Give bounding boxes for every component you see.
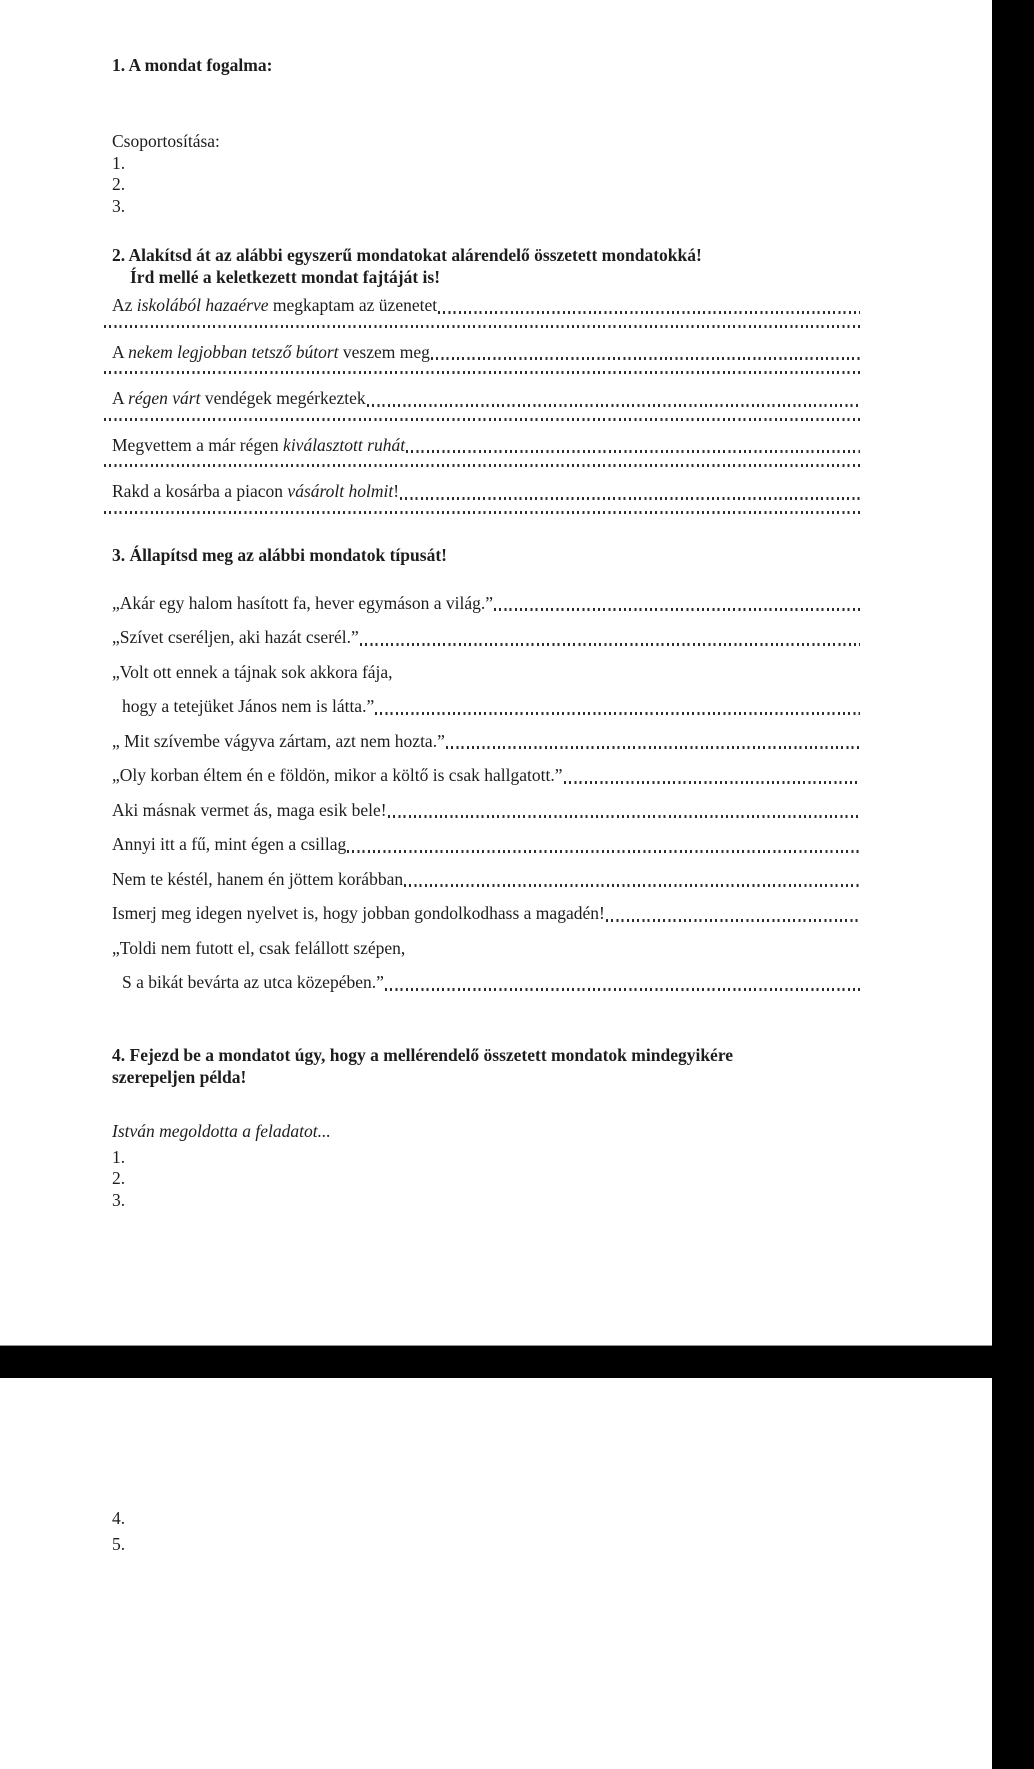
quote-line: „Akár egy halom hasított fa, hever egymáson a világ.”: [104, 593, 860, 615]
task-sentence-text: Rakd a kosárba a piacon vásárolt holmit!: [112, 481, 400, 501]
numbered-blank-4: 4.: [112, 1508, 126, 1528]
task-sentence-text: Az iskolából hazaérve megkaptam az üzenetet: [112, 295, 438, 315]
dotted-leader: [431, 357, 860, 360]
page-divider-band: [0, 1345, 1034, 1378]
dotted-leader: [404, 884, 860, 887]
dotted-leader: [406, 450, 860, 453]
grouping-label: Csoportosítása:: [112, 131, 220, 151]
quote-line-continued: hogy a tetejüket János nem is látta.”: [104, 696, 860, 718]
dotted-leader: [385, 988, 860, 991]
section-3: [104, 545, 860, 994]
section-2: [104, 245, 860, 514]
task-sentence: [104, 388, 860, 410]
dotted-leader: [347, 850, 860, 853]
worksheet-page-2-items: [104, 1506, 125, 1557]
numbered-blank-3: 3.: [112, 1189, 126, 1210]
dotted-leader: [360, 643, 860, 646]
section-1-grouping: [104, 131, 860, 217]
answer-dotted-line: [104, 464, 860, 467]
dotted-leader: [367, 404, 860, 407]
scan-edge-black-strip: [992, 0, 1034, 1769]
section-2-heading-line2: Írd mellé a keletkezett mondat fajtáját is!: [130, 266, 441, 287]
numbered-blank-1: 1.: [112, 152, 126, 173]
dotted-leader: [388, 815, 860, 818]
quote-line: Nem te késtél, hanem én jöttem korábban: [104, 869, 860, 891]
numbered-blank-5: 5.: [112, 1533, 126, 1554]
section-4-heading-line1: 4. Fejezd be a mondatot úgy, hogy a mellérendelő összetett mondatok mindegyikére: [112, 1045, 734, 1065]
quote-line: Ismerj meg idegen nyelvet is, hogy jobban gondolkodhass a magadén!: [104, 903, 860, 925]
section-4: [104, 1045, 860, 1211]
numbered-blank-3: 3.: [112, 195, 126, 216]
dotted-leader: [446, 746, 860, 749]
section-3-heading: 3. Állapítsd meg az alábbi mondatok típusát!: [112, 545, 447, 565]
task-sentence: [104, 435, 860, 457]
answer-dotted-line: [104, 325, 860, 328]
task-sentence-text: Megvettem a már régen kiválasztott ruhát: [112, 434, 406, 455]
task-sentence: [104, 481, 860, 503]
quote-line-continued: S a bikát bevárta az utca közepében.”: [104, 972, 860, 994]
numbered-blank-2: 2.: [112, 174, 126, 194]
answer-dotted-line: [104, 371, 860, 374]
quote-line: „Volt ott ennek a tájnak sok akkora fája,: [112, 661, 393, 682]
numbered-blank-1: 1.: [112, 1146, 126, 1167]
quote-line: „Toldi nem futott el, csak felállott szépen,: [112, 937, 406, 958]
task-sentence-text: A nekem legjobban tetsző bútort veszem meg: [112, 341, 430, 362]
example-sentence-prompt: István megoldotta a feladatot...: [112, 1121, 331, 1141]
dotted-leader: [564, 781, 860, 784]
task-sentence: [104, 295, 860, 317]
answer-dotted-line: [104, 511, 860, 514]
dotted-leader: [400, 497, 860, 500]
section-4-heading-line2: szerepeljen példa!: [112, 1066, 247, 1087]
dotted-leader: [494, 608, 860, 611]
task-sentence: [104, 342, 860, 364]
quote-line: „Oly korban éltem én e földön, mikor a költő is csak hallgatott.”: [104, 765, 860, 787]
quote-line: „Szívet cseréljen, aki hazát cserél.”: [104, 627, 860, 649]
dotted-leader: [375, 712, 860, 715]
section-2-heading-line1: 2. Alakítsd át az alábbi egyszerű mondatokat alárendelő összetett mondatokká!: [112, 245, 702, 265]
quote-line: Aki másnak vermet ás, maga esik bele!: [104, 800, 860, 822]
quote-line: Annyi itt a fű, mint égen a csillag: [104, 834, 860, 856]
answer-dotted-line: [104, 418, 860, 421]
task-sentence-text: A régen várt vendégek megérkeztek: [112, 388, 366, 408]
dotted-leader: [438, 311, 860, 314]
section-1-heading: 1. A mondat fogalma:: [112, 55, 273, 75]
quote-line: „ Mit szívembe vágyva zártam, azt nem hozta.”: [104, 731, 860, 753]
dotted-leader: [606, 919, 860, 922]
numbered-blank-2: 2.: [112, 1168, 126, 1188]
